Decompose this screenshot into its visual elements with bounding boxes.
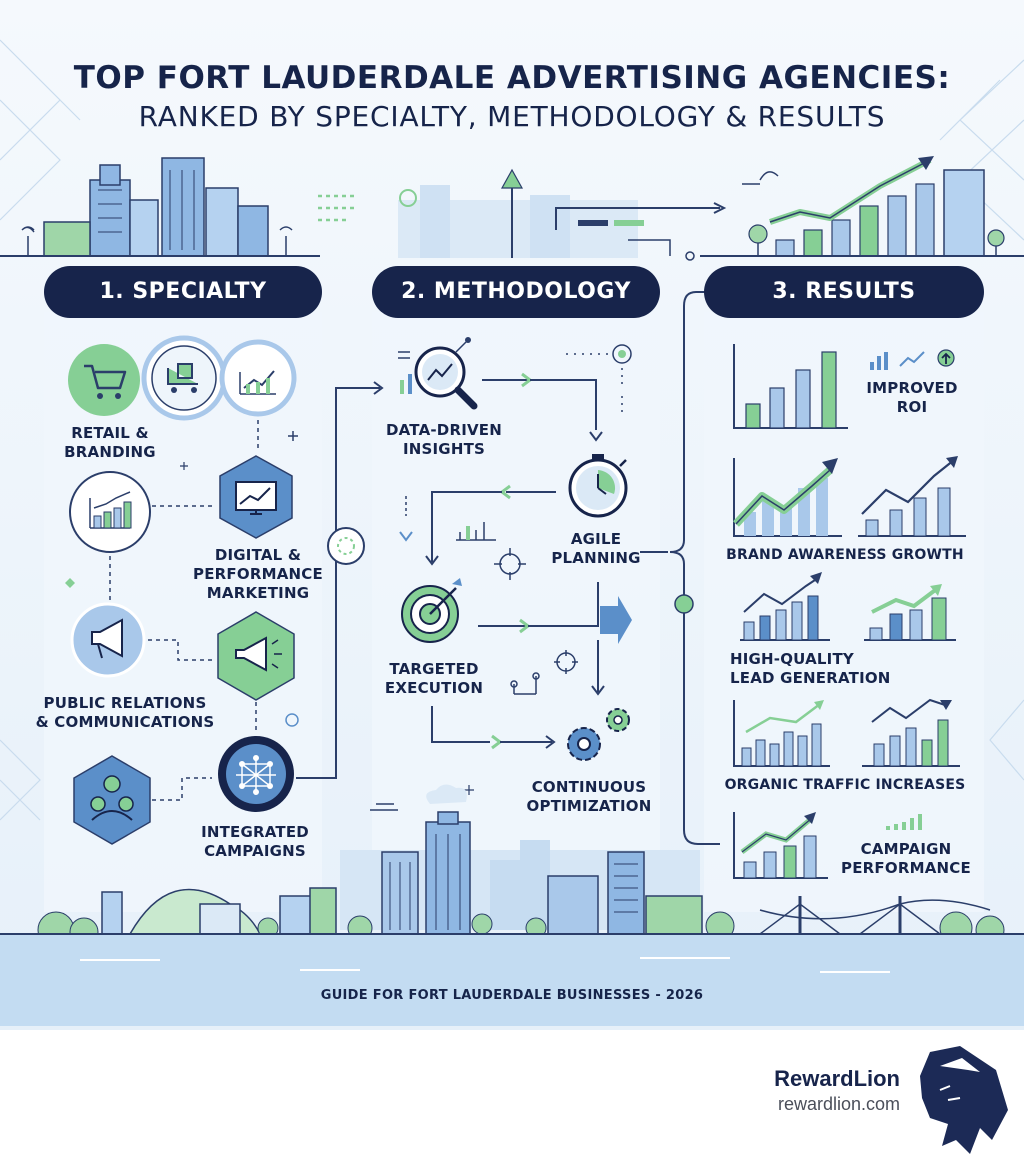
label-brand-awareness: BRAND AWARENESS GROWTH [726, 547, 964, 563]
label-lead-generation: HIGH-QUALITY LEAD GENERATION [730, 650, 891, 687]
label-continuous-optimization: CONTINUOUS OPTIMIZATION [526, 778, 652, 815]
footer-guide-text: GUIDE FOR FORT LAUDERDALE BUSINESSES - 2026 [320, 988, 704, 1003]
label-organic-traffic: ORGANIC TRAFFIC INCREASES [724, 777, 966, 793]
label-data-driven-insights: DATA-DRIVEN INSIGHTS [386, 421, 502, 458]
network-icon [218, 736, 294, 812]
megaphone-icon [72, 604, 144, 676]
line-chart-icon [222, 342, 294, 414]
brand-block [774, 1066, 900, 1115]
page-subtitle: RANKED BY SPECIALTY, METHODOLOGY & RESULTS [138, 100, 886, 133]
brand-url[interactable]: rewardlion.com [777, 1094, 900, 1114]
label-improved-roi: IMPROVED ROI [866, 379, 958, 416]
bar-chart-icon [70, 472, 150, 552]
brand-name[interactable]: RewardLion [774, 1066, 900, 1091]
label-public-relations: PUBLIC RELATIONS & COMMUNICATIONS [35, 694, 215, 731]
label-targeted-execution: TARGETED EXECUTION [384, 660, 484, 697]
page-title: TOP FORT LAUDERDALE ADVERTISING AGENCIES: [73, 60, 951, 96]
label-campaign-performance: CAMPAIGN PERFORMANCE [841, 840, 971, 877]
label-integrated-campaigns: INTEGRATED CAMPAIGNS [201, 823, 309, 860]
section-header-specialty: 1. SPECIALTY [44, 266, 322, 318]
label-retail-branding: RETAIL & BRANDING [64, 424, 156, 461]
section-header-results: 3. RESULTS [704, 266, 984, 318]
label-digital-performance: DIGITAL & PERFORMANCE MARKETING [193, 546, 323, 602]
label-agile-planning: AGILE PLANNING [551, 530, 641, 567]
section-header-methodology: 2. METHODOLOGY [372, 266, 660, 318]
cart-dolly-icon [144, 338, 224, 418]
shopping-cart-icon [68, 344, 140, 416]
